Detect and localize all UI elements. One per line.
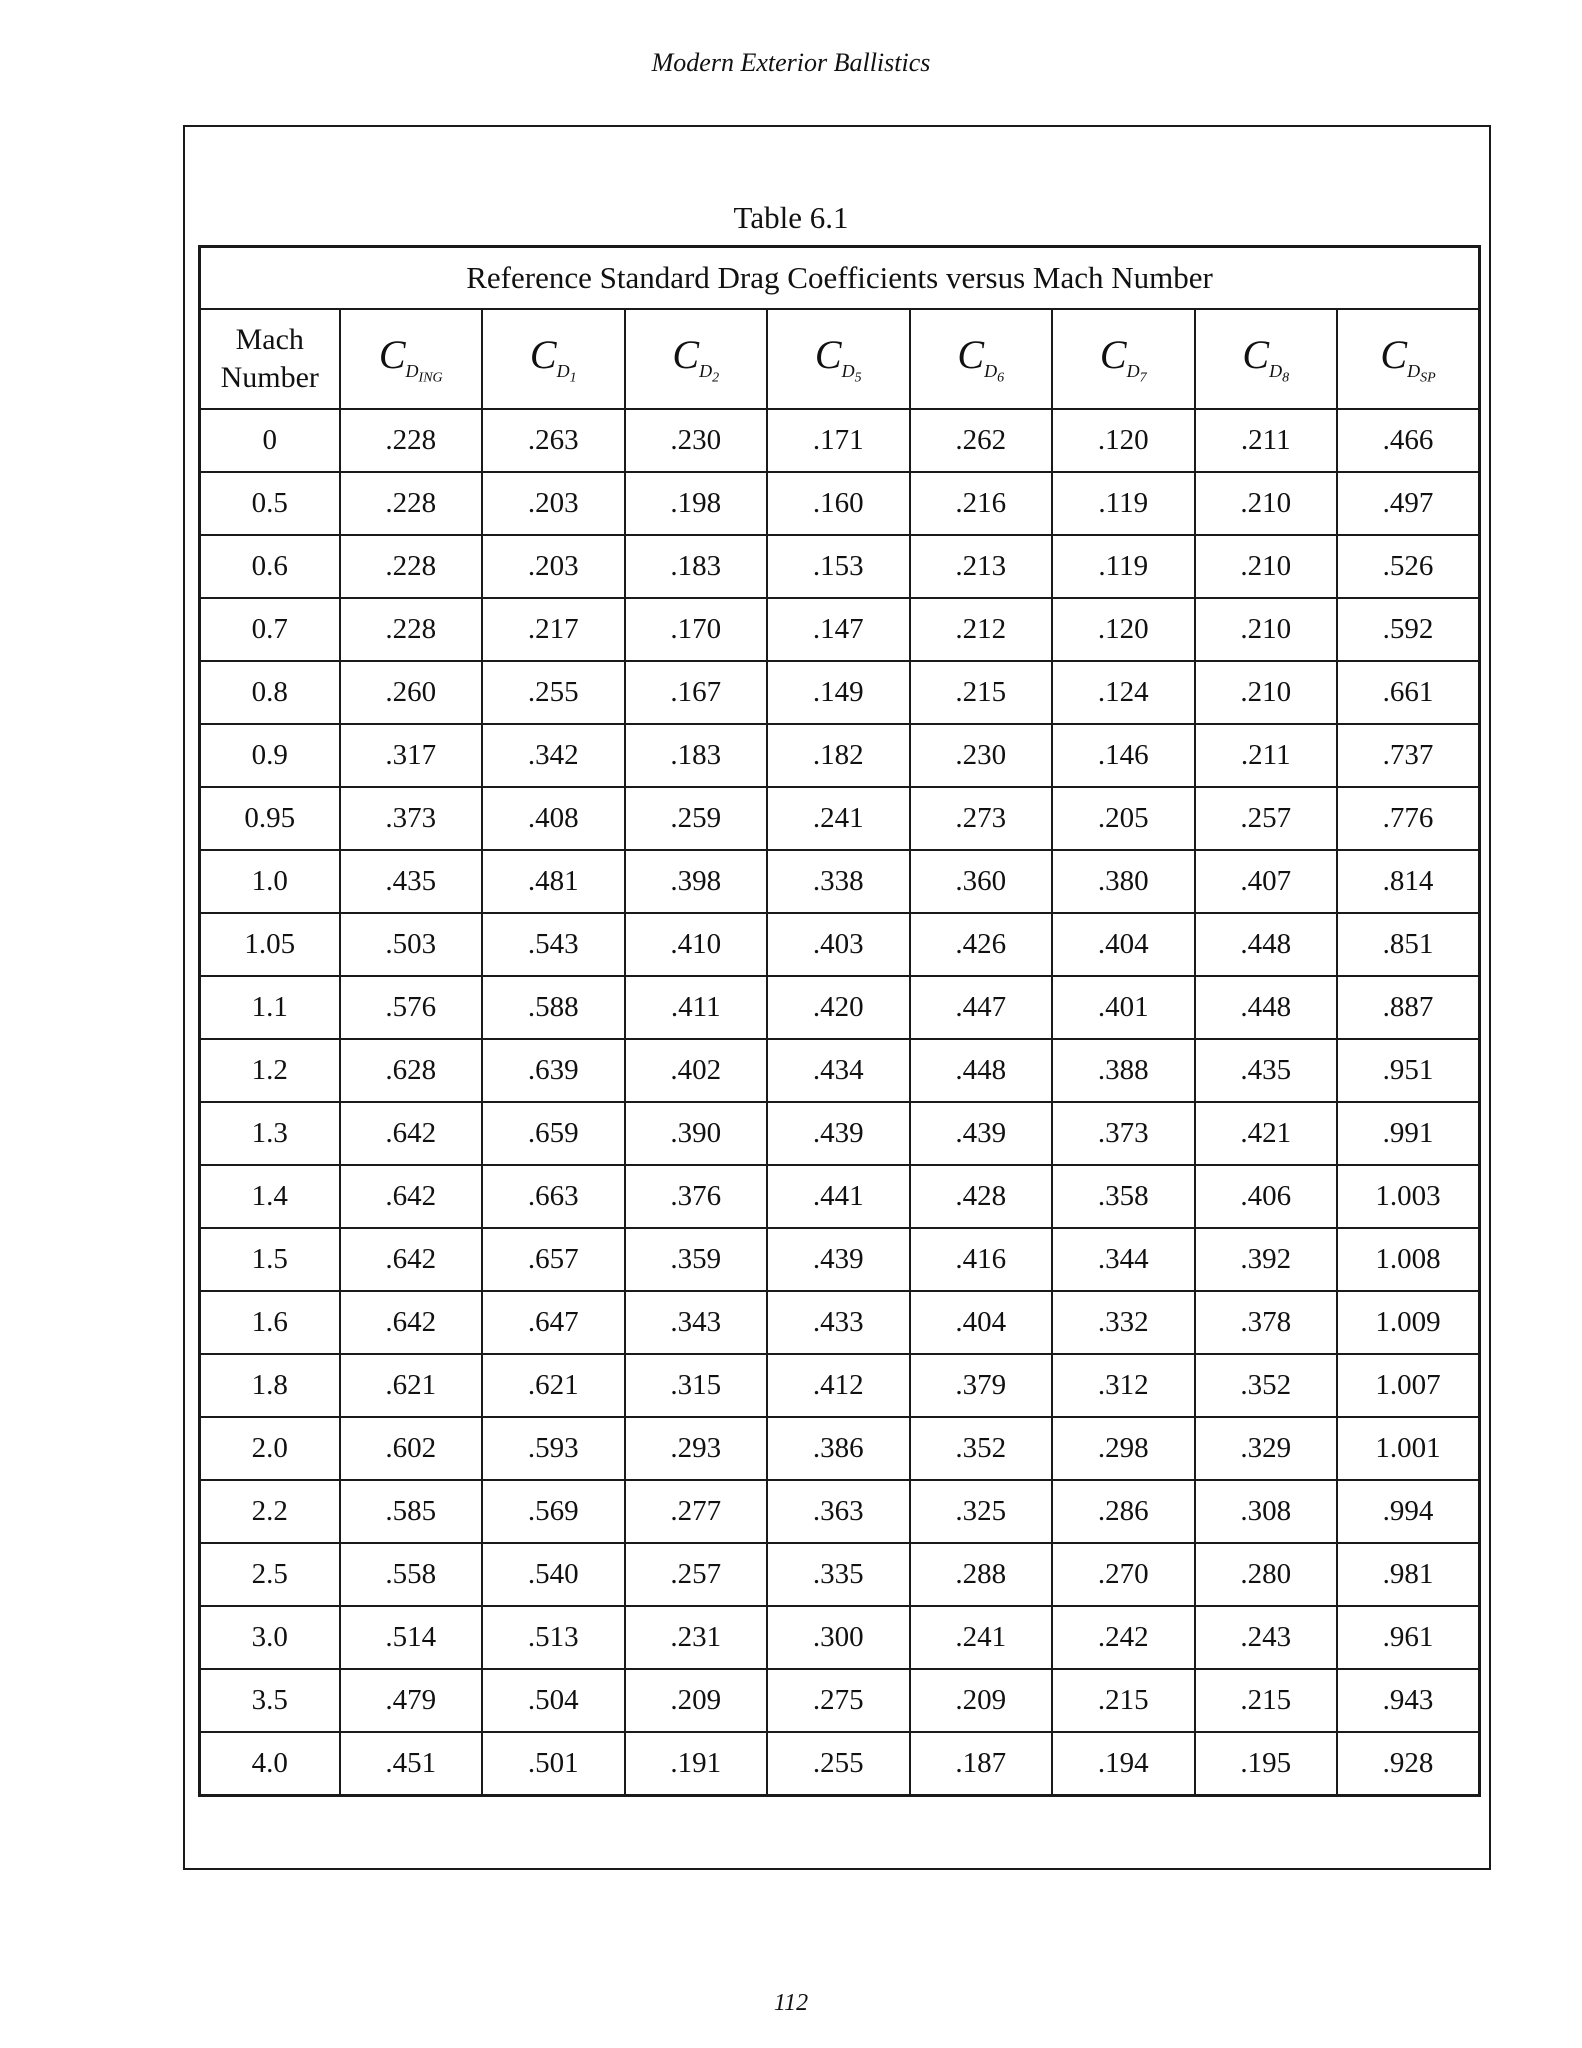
drag-coefficient-cell: .642 xyxy=(340,1291,483,1354)
drag-coefficient-cell: .588 xyxy=(482,976,625,1039)
mach-number-cell: 1.1 xyxy=(200,976,340,1039)
drag-coefficient-cell: .119 xyxy=(1052,535,1195,598)
drag-coefficient-cell: .593 xyxy=(482,1417,625,1480)
drag-coefficient-cell: .243 xyxy=(1195,1606,1338,1669)
drag-coefficient-cell: .216 xyxy=(910,472,1053,535)
drag-coefficient-cell: .194 xyxy=(1052,1732,1195,1796)
drag-coefficient-cell: .312 xyxy=(1052,1354,1195,1417)
drag-coefficient-cell: .213 xyxy=(910,535,1053,598)
drag-coefficient-cell: .407 xyxy=(1195,850,1338,913)
drag-coefficient-cell: .270 xyxy=(1052,1543,1195,1606)
drag-coefficient-cell: .332 xyxy=(1052,1291,1195,1354)
cd-base: C xyxy=(529,332,557,378)
drag-coefficient-cell: .263 xyxy=(482,409,625,472)
drag-coefficient-cell: .257 xyxy=(1195,787,1338,850)
mach-number-cell: 2.2 xyxy=(200,1480,340,1543)
drag-coefficient-cell: .210 xyxy=(1195,472,1338,535)
table-row xyxy=(200,1606,1480,1669)
column-header-row xyxy=(200,309,1480,409)
cd-sub-subscript: 5 xyxy=(854,370,862,386)
drag-coefficient-cell: .448 xyxy=(910,1039,1053,1102)
cd-symbol xyxy=(814,332,862,386)
drag-coefficient-cell: .642 xyxy=(340,1165,483,1228)
drag-coefficient-cell: .183 xyxy=(625,724,768,787)
drag-coefficient-cell: .434 xyxy=(767,1039,910,1102)
drag-coefficient-cell: .228 xyxy=(340,409,483,472)
drag-coefficient-cell: .569 xyxy=(482,1480,625,1543)
drag-coefficient-cell: .628 xyxy=(340,1039,483,1102)
drag-coefficient-cell: .212 xyxy=(910,598,1053,661)
mach-number-cell: 1.0 xyxy=(200,850,340,913)
cd-subscript: D xyxy=(841,361,855,382)
table-row xyxy=(200,1354,1480,1417)
drag-coefficient-cell: .602 xyxy=(340,1417,483,1480)
drag-coefficient-cell: .300 xyxy=(767,1606,910,1669)
drag-coefficient-cell: .231 xyxy=(625,1606,768,1669)
drag-coefficient-cell: .288 xyxy=(910,1543,1053,1606)
table-row xyxy=(200,1543,1480,1606)
drag-coefficient-cell: .183 xyxy=(625,535,768,598)
cd-sub-subscript: 2 xyxy=(712,370,720,386)
drag-coefficient-cell: 1.009 xyxy=(1337,1291,1480,1354)
drag-coefficient-cell: .343 xyxy=(625,1291,768,1354)
drag-coefficient-column-header xyxy=(1337,309,1480,409)
mach-number-cell: 0.5 xyxy=(200,472,340,535)
drag-coefficient-cell: .342 xyxy=(482,724,625,787)
drag-coefficient-cell: .215 xyxy=(1195,1669,1338,1732)
drag-coefficient-cell: .420 xyxy=(767,976,910,1039)
drag-coefficient-cell: .147 xyxy=(767,598,910,661)
drag-coefficient-cell: .448 xyxy=(1195,976,1338,1039)
drag-coefficient-cell: .379 xyxy=(910,1354,1053,1417)
mach-number-cell: 0.7 xyxy=(200,598,340,661)
mach-number-cell: 2.0 xyxy=(200,1417,340,1480)
drag-coefficient-cell: .335 xyxy=(767,1543,910,1606)
drag-coefficient-cell: .120 xyxy=(1052,598,1195,661)
drag-coefficient-cell: .661 xyxy=(1337,661,1480,724)
table-row xyxy=(200,724,1480,787)
drag-coefficient-cell: .255 xyxy=(482,661,625,724)
cd-symbol xyxy=(1099,332,1147,386)
drag-coefficient-cell: .255 xyxy=(767,1732,910,1796)
drag-coefficient-cell: .543 xyxy=(482,913,625,976)
drag-coefficient-cell: .540 xyxy=(482,1543,625,1606)
drag-coefficient-cell: .203 xyxy=(482,472,625,535)
table-row xyxy=(200,913,1480,976)
drag-coefficient-cell: .441 xyxy=(767,1165,910,1228)
drag-coefficient-cell: .195 xyxy=(1195,1732,1338,1796)
drag-coefficient-cell: .182 xyxy=(767,724,910,787)
drag-coefficient-cell: .404 xyxy=(1052,913,1195,976)
mach-number-cell: 0.95 xyxy=(200,787,340,850)
drag-coefficient-table xyxy=(198,245,1481,1797)
drag-coefficient-cell: .402 xyxy=(625,1039,768,1102)
drag-coefficient-column-header xyxy=(767,309,910,409)
cd-subscript: D xyxy=(556,361,570,382)
drag-coefficient-cell: .167 xyxy=(625,661,768,724)
mach-number-cell: 0.6 xyxy=(200,535,340,598)
drag-coefficient-cell: .215 xyxy=(1052,1669,1195,1732)
cd-subscript: D xyxy=(699,361,713,382)
drag-coefficient-cell: 1.008 xyxy=(1337,1228,1480,1291)
drag-coefficient-cell: .497 xyxy=(1337,472,1480,535)
drag-coefficient-cell: .388 xyxy=(1052,1039,1195,1102)
drag-coefficient-cell: .411 xyxy=(625,976,768,1039)
drag-coefficient-cell: .951 xyxy=(1337,1039,1480,1102)
drag-coefficient-column-header xyxy=(340,309,483,409)
drag-coefficient-cell: .242 xyxy=(1052,1606,1195,1669)
cd-subscript: D xyxy=(984,361,998,382)
mach-number-cell: 1.2 xyxy=(200,1039,340,1102)
cd-base: C xyxy=(814,332,842,378)
drag-coefficient-cell: .642 xyxy=(340,1102,483,1165)
cd-base: C xyxy=(957,332,985,378)
table-body xyxy=(200,409,1480,1796)
table-row xyxy=(200,1669,1480,1732)
drag-coefficient-cell: .325 xyxy=(910,1480,1053,1543)
drag-coefficient-cell: .657 xyxy=(482,1228,625,1291)
drag-coefficient-cell: .228 xyxy=(340,472,483,535)
drag-coefficient-cell: .228 xyxy=(340,598,483,661)
drag-coefficient-cell: .210 xyxy=(1195,598,1338,661)
drag-coefficient-cell: .338 xyxy=(767,850,910,913)
cd-symbol xyxy=(1380,332,1436,386)
drag-coefficient-cell: .435 xyxy=(1195,1039,1338,1102)
drag-coefficient-cell: .293 xyxy=(625,1417,768,1480)
drag-coefficient-cell: .308 xyxy=(1195,1480,1338,1543)
cd-symbol xyxy=(957,332,1005,386)
drag-coefficient-cell: .373 xyxy=(340,787,483,850)
cd-base: C xyxy=(1242,332,1270,378)
mach-number-cell: 4.0 xyxy=(200,1732,340,1796)
cd-subscript: D xyxy=(405,361,419,382)
table-caption: Reference Standard Drag Coefficients versus Mach Number xyxy=(200,247,1480,310)
drag-coefficient-cell: .513 xyxy=(482,1606,625,1669)
drag-coefficient-cell: .642 xyxy=(340,1228,483,1291)
drag-coefficient-cell: .210 xyxy=(1195,535,1338,598)
drag-coefficient-cell: .435 xyxy=(340,850,483,913)
table-row xyxy=(200,1480,1480,1543)
cd-sub-subscript: 6 xyxy=(997,370,1005,386)
cd-base: C xyxy=(378,332,406,378)
drag-coefficient-cell: 1.003 xyxy=(1337,1165,1480,1228)
drag-coefficient-cell: .329 xyxy=(1195,1417,1338,1480)
mach-number-cell: 3.0 xyxy=(200,1606,340,1669)
drag-coefficient-cell: .481 xyxy=(482,850,625,913)
drag-coefficient-cell: .401 xyxy=(1052,976,1195,1039)
drag-coefficient-cell: .887 xyxy=(1337,976,1480,1039)
cd-sub-subscript: ING xyxy=(418,370,443,386)
drag-coefficient-cell: .352 xyxy=(1195,1354,1338,1417)
drag-coefficient-column-header xyxy=(1195,309,1338,409)
drag-coefficient-cell: .280 xyxy=(1195,1543,1338,1606)
drag-coefficient-cell: .275 xyxy=(767,1669,910,1732)
drag-coefficient-cell: .663 xyxy=(482,1165,625,1228)
mach-number-cell: 0.9 xyxy=(200,724,340,787)
drag-coefficient-cell: .120 xyxy=(1052,409,1195,472)
drag-coefficient-cell: .187 xyxy=(910,1732,1053,1796)
mach-number-cell: 0.8 xyxy=(200,661,340,724)
drag-coefficient-cell: .257 xyxy=(625,1543,768,1606)
drag-coefficient-cell: .466 xyxy=(1337,409,1480,472)
drag-coefficient-cell: .298 xyxy=(1052,1417,1195,1480)
table-row xyxy=(200,661,1480,724)
table-row xyxy=(200,1291,1480,1354)
table-row xyxy=(200,409,1480,472)
table-label: Table 6.1 xyxy=(733,200,849,235)
mach-number-cell: 0 xyxy=(200,409,340,472)
drag-coefficient-cell: .991 xyxy=(1337,1102,1480,1165)
running-head: Modern Exterior Ballistics xyxy=(651,48,931,77)
mach-number-cell: 1.5 xyxy=(200,1228,340,1291)
drag-coefficient-cell: .380 xyxy=(1052,850,1195,913)
drag-coefficient-cell: .647 xyxy=(482,1291,625,1354)
drag-coefficient-cell: .262 xyxy=(910,409,1053,472)
drag-coefficient-cell: .358 xyxy=(1052,1165,1195,1228)
drag-coefficient-cell: .961 xyxy=(1337,1606,1480,1669)
drag-coefficient-cell: .398 xyxy=(625,850,768,913)
drag-coefficient-cell: .943 xyxy=(1337,1669,1480,1732)
drag-coefficient-cell: .228 xyxy=(340,535,483,598)
drag-coefficient-cell: .814 xyxy=(1337,850,1480,913)
cd-sub-subscript: 8 xyxy=(1282,370,1290,386)
cd-sub-subscript: 7 xyxy=(1139,370,1147,386)
drag-coefficient-cell: .198 xyxy=(625,472,768,535)
drag-coefficient-cell: .170 xyxy=(625,598,768,661)
table-row xyxy=(200,976,1480,1039)
drag-coefficient-cell: .363 xyxy=(767,1480,910,1543)
drag-coefficient-cell: .191 xyxy=(625,1732,768,1796)
drag-coefficient-cell: .408 xyxy=(482,787,625,850)
table-row xyxy=(200,535,1480,598)
drag-coefficient-cell: .378 xyxy=(1195,1291,1338,1354)
drag-coefficient-cell: .211 xyxy=(1195,409,1338,472)
table-row xyxy=(200,850,1480,913)
table-row xyxy=(200,472,1480,535)
cd-base: C xyxy=(1380,332,1408,378)
drag-coefficient-cell: .153 xyxy=(767,535,910,598)
drag-coefficient-column-header xyxy=(910,309,1053,409)
drag-coefficient-column-header xyxy=(482,309,625,409)
drag-coefficient-cell: .286 xyxy=(1052,1480,1195,1543)
drag-coefficient-cell: .210 xyxy=(1195,661,1338,724)
drag-coefficient-cell: .504 xyxy=(482,1669,625,1732)
mach-number-cell: 1.4 xyxy=(200,1165,340,1228)
cd-symbol xyxy=(672,332,720,386)
drag-coefficient-column-header xyxy=(625,309,768,409)
table-row xyxy=(200,598,1480,661)
drag-coefficient-cell: .439 xyxy=(767,1228,910,1291)
cd-subscript: D xyxy=(1269,361,1283,382)
drag-coefficient-cell: .215 xyxy=(910,661,1053,724)
mach-header-line1: Mach xyxy=(235,323,304,356)
drag-coefficient-column-header xyxy=(1052,309,1195,409)
cd-subscript: D xyxy=(1407,361,1421,382)
drag-coefficient-cell: .404 xyxy=(910,1291,1053,1354)
mach-number-cell: 1.05 xyxy=(200,913,340,976)
drag-coefficient-cell: .373 xyxy=(1052,1102,1195,1165)
drag-coefficient-cell: .392 xyxy=(1195,1228,1338,1291)
drag-coefficient-cell: .503 xyxy=(340,913,483,976)
drag-coefficient-cell: .386 xyxy=(767,1417,910,1480)
mach-number-cell: 1.8 xyxy=(200,1354,340,1417)
mach-number-header xyxy=(200,309,340,409)
cd-symbol xyxy=(529,332,577,386)
drag-coefficient-cell: .241 xyxy=(767,787,910,850)
drag-coefficient-cell: .621 xyxy=(482,1354,625,1417)
drag-coefficient-cell: .576 xyxy=(340,976,483,1039)
mach-number-cell: 1.3 xyxy=(200,1102,340,1165)
drag-coefficient-cell: .390 xyxy=(625,1102,768,1165)
drag-coefficient-cell: .209 xyxy=(625,1669,768,1732)
drag-coefficient-cell: .639 xyxy=(482,1039,625,1102)
cd-subscript: D xyxy=(1126,361,1140,382)
drag-coefficient-cell: .230 xyxy=(625,409,768,472)
page-number: 112 xyxy=(773,1990,809,2016)
drag-coefficient-cell: .448 xyxy=(1195,913,1338,976)
drag-coefficient-cell: .514 xyxy=(340,1606,483,1669)
table-row xyxy=(200,1732,1480,1796)
drag-coefficient-cell: .146 xyxy=(1052,724,1195,787)
drag-coefficient-cell: .416 xyxy=(910,1228,1053,1291)
drag-coefficient-cell: .621 xyxy=(340,1354,483,1417)
drag-coefficient-cell: .433 xyxy=(767,1291,910,1354)
drag-coefficient-cell: .260 xyxy=(340,661,483,724)
cd-sub-subscript: 1 xyxy=(569,370,577,386)
drag-coefficient-cell: .217 xyxy=(482,598,625,661)
drag-coefficient-cell: .426 xyxy=(910,913,1053,976)
drag-coefficient-cell: .317 xyxy=(340,724,483,787)
mach-number-cell: 2.5 xyxy=(200,1543,340,1606)
drag-coefficient-cell: .359 xyxy=(625,1228,768,1291)
drag-coefficient-cell: .259 xyxy=(625,787,768,850)
drag-coefficient-cell: .479 xyxy=(340,1669,483,1732)
drag-coefficient-cell: .376 xyxy=(625,1165,768,1228)
drag-coefficient-cell: .526 xyxy=(1337,535,1480,598)
drag-coefficient-cell: .447 xyxy=(910,976,1053,1039)
drag-coefficient-cell: .928 xyxy=(1337,1732,1480,1796)
drag-coefficient-cell: .412 xyxy=(767,1354,910,1417)
drag-coefficient-cell: 1.001 xyxy=(1337,1417,1480,1480)
mach-number-cell: 3.5 xyxy=(200,1669,340,1732)
drag-coefficient-cell: .994 xyxy=(1337,1480,1480,1543)
drag-coefficient-cell: .421 xyxy=(1195,1102,1338,1165)
table-row xyxy=(200,1228,1480,1291)
drag-coefficient-cell: .851 xyxy=(1337,913,1480,976)
drag-coefficient-cell: .209 xyxy=(910,1669,1053,1732)
mach-header-line2: Number xyxy=(220,361,319,394)
drag-coefficient-cell: .501 xyxy=(482,1732,625,1796)
table-row xyxy=(200,1102,1480,1165)
drag-coefficient-cell: .211 xyxy=(1195,724,1338,787)
drag-coefficient-cell: .315 xyxy=(625,1354,768,1417)
drag-coefficient-cell: .406 xyxy=(1195,1165,1338,1228)
drag-coefficient-cell: .124 xyxy=(1052,661,1195,724)
drag-coefficient-cell: .241 xyxy=(910,1606,1053,1669)
drag-coefficient-cell: .659 xyxy=(482,1102,625,1165)
drag-coefficient-cell: 1.007 xyxy=(1337,1354,1480,1417)
drag-coefficient-cell: .352 xyxy=(910,1417,1053,1480)
cd-symbol xyxy=(1242,332,1290,386)
drag-coefficient-cell: .776 xyxy=(1337,787,1480,850)
drag-coefficient-cell: .171 xyxy=(767,409,910,472)
cd-symbol xyxy=(378,332,443,386)
drag-coefficient-cell: .451 xyxy=(340,1732,483,1796)
table-row xyxy=(200,1039,1480,1102)
drag-coefficient-cell: .428 xyxy=(910,1165,1053,1228)
drag-coefficient-cell: .592 xyxy=(1337,598,1480,661)
drag-coefficient-cell: .160 xyxy=(767,472,910,535)
drag-coefficient-cell: .149 xyxy=(767,661,910,724)
drag-coefficient-cell: .585 xyxy=(340,1480,483,1543)
drag-coefficient-cell: .277 xyxy=(625,1480,768,1543)
drag-coefficient-cell: .344 xyxy=(1052,1228,1195,1291)
drag-coefficient-cell: .439 xyxy=(910,1102,1053,1165)
drag-coefficient-cell: .439 xyxy=(767,1102,910,1165)
drag-coefficient-cell: .205 xyxy=(1052,787,1195,850)
drag-coefficient-cell: .360 xyxy=(910,850,1053,913)
drag-coefficient-cell: .203 xyxy=(482,535,625,598)
table-row xyxy=(200,787,1480,850)
drag-coefficient-cell: .410 xyxy=(625,913,768,976)
cd-base: C xyxy=(1099,332,1127,378)
drag-coefficient-cell: .273 xyxy=(910,787,1053,850)
drag-coefficient-cell: .558 xyxy=(340,1543,483,1606)
table-row xyxy=(200,1417,1480,1480)
drag-coefficient-cell: .119 xyxy=(1052,472,1195,535)
mach-number-cell: 1.6 xyxy=(200,1291,340,1354)
drag-coefficient-cell: .230 xyxy=(910,724,1053,787)
drag-coefficient-cell: .403 xyxy=(767,913,910,976)
drag-coefficient-cell: .981 xyxy=(1337,1543,1480,1606)
cd-sub-subscript: SP xyxy=(1420,370,1436,386)
drag-coefficient-cell: .737 xyxy=(1337,724,1480,787)
table-row xyxy=(200,1165,1480,1228)
cd-base: C xyxy=(672,332,700,378)
